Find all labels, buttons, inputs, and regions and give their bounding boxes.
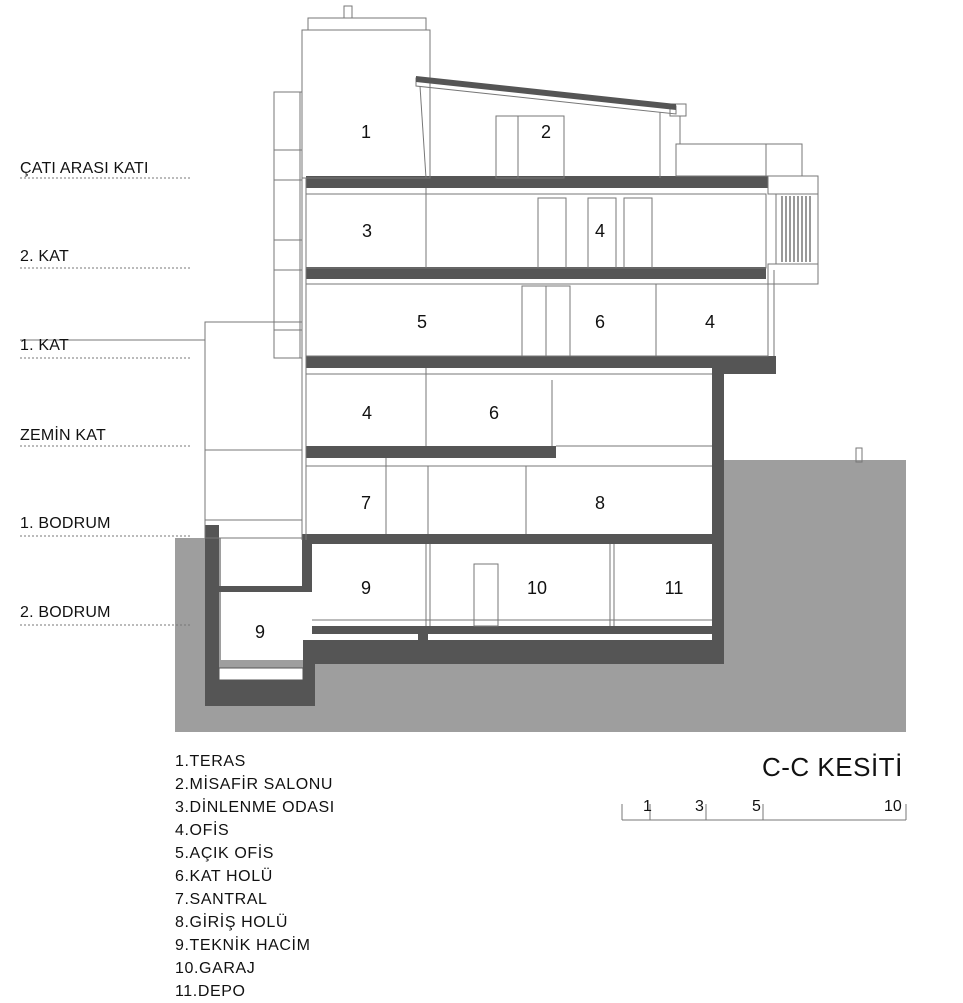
slab-first-floor (306, 356, 776, 368)
room-number: 4 (594, 221, 606, 241)
scale-bar-label: 3 (695, 798, 704, 815)
scale-bar-label: 5 (752, 798, 761, 815)
room-number: 6 (488, 403, 500, 423)
pit-wall-left (205, 525, 219, 705)
room-number: 8 (594, 493, 606, 513)
slab-b2-floor-2 (428, 626, 712, 634)
room-number: 9 (360, 578, 372, 598)
room-number: 11 (664, 578, 684, 598)
slab-ground-floor (306, 446, 556, 458)
level-label: 2. BODRUM (20, 604, 111, 621)
pit-inner-slab (219, 586, 307, 592)
legend-item: 10.GARAJ (175, 960, 256, 977)
legend-item: 3.DİNLENME ODASI (175, 799, 335, 816)
roof-plate (416, 76, 676, 110)
legend-item: 4.OFİS (175, 822, 230, 839)
core-column (418, 626, 428, 642)
room-number: 1 (360, 122, 372, 142)
level-label: 2. KAT (20, 248, 69, 265)
legend-item: 8.GİRİŞ HOLÜ (175, 914, 289, 931)
basement-floor-slab (306, 640, 724, 664)
facade-louvres (782, 196, 810, 262)
legend-item: 7.SANTRAL (175, 891, 268, 908)
pit-bottom-white (219, 668, 303, 680)
room-number: 4 (704, 312, 716, 332)
slab-b2-floor (312, 626, 418, 634)
legend-item: 2.MİSAFİR SALONU (175, 776, 334, 793)
room-number: 2 (540, 122, 552, 142)
basement-wall-right (712, 364, 724, 664)
legend-item: 6.KAT HOLÜ (175, 868, 273, 885)
level-label: 1. KAT (20, 337, 69, 354)
room-number: 6 (594, 312, 606, 332)
room-number: 9 (254, 622, 266, 642)
level-label: 1. BODRUM (20, 515, 111, 532)
room-number: 5 (416, 312, 428, 332)
scale-bar-label: 1 (643, 798, 652, 815)
room-number: 7 (360, 493, 372, 513)
scale-bar-label: 10 (884, 798, 902, 815)
slab-second-floor (306, 267, 766, 279)
pit-wall-right (303, 640, 315, 706)
drawing-title: C-C KESİTİ (762, 752, 903, 782)
slab-first-floor-edge (712, 364, 776, 374)
room-number: 4 (361, 403, 373, 423)
pit-floor (205, 680, 313, 706)
room-legend (175, 750, 335, 1003)
legend-item: 9.TEKNİK HACİM (175, 937, 311, 954)
pit-step-wall (302, 540, 312, 592)
level-label: ZEMİN KAT (20, 427, 106, 444)
level-label: ÇATI ARASI KATI (20, 160, 149, 177)
room-number: 10 (526, 578, 548, 598)
legend-item: 11.DEPO (175, 983, 246, 1000)
legend-item: 5.AÇIK OFİS (175, 845, 275, 862)
room-number: 3 (361, 221, 373, 241)
legend-item: 1.TERAS (175, 753, 246, 770)
slab-b1-floor (302, 534, 722, 544)
